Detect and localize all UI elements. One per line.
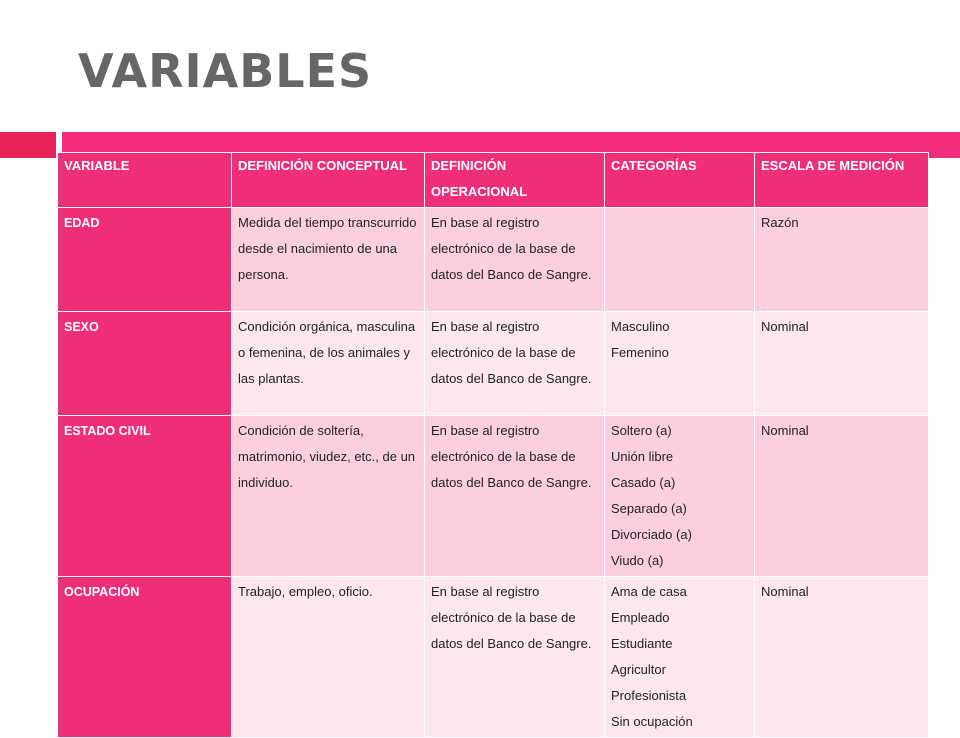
operational-definition: En base al registro electrónico de la base de datos del Banco de Sangre. <box>425 577 605 738</box>
category-item: Profesionista <box>611 688 687 703</box>
operational-definition: En base al registro electrónico de la base de datos del Banco de Sangre. <box>425 416 605 577</box>
header-escala-medicion: ESCALA DE MEDICIÓN <box>755 153 929 208</box>
category-item: Casado (a) <box>611 475 676 490</box>
category-item: Sin ocupación <box>611 714 693 729</box>
category-item: Viudo (a) <box>611 553 664 568</box>
variable-name: SEXO <box>58 312 232 416</box>
categories <box>605 312 755 416</box>
category-item: Agricultor <box>611 662 666 677</box>
category-item: Empleado <box>611 610 670 625</box>
measurement-scale: Nominal <box>755 416 929 577</box>
variable-name: EDAD <box>58 208 232 312</box>
slide-title: VARIABLES <box>78 44 373 98</box>
category-item: Divorciado (a) <box>611 527 692 542</box>
table-header-row <box>58 153 929 208</box>
table-row <box>58 312 929 416</box>
categories <box>605 416 755 577</box>
category-item: Separado (a) <box>611 501 687 516</box>
header-definicion-conceptual: DEFINICIÓN CONCEPTUAL <box>232 153 425 208</box>
operational-definition: En base al registro electrónico de la base de datos del Banco de Sangre. <box>425 312 605 416</box>
header-definicion-operacional: DEFINICIÓN OPERACIONAL <box>425 153 605 208</box>
category-item: Soltero (a) <box>611 423 672 438</box>
table-row <box>58 208 929 312</box>
measurement-scale: Razón <box>755 208 929 312</box>
operational-definition: En base al registro electrónico de la base de datos del Banco de Sangre. <box>425 208 605 312</box>
header-variable: VARIABLE <box>58 153 232 208</box>
categories <box>605 577 755 738</box>
header-categorias: CATEGORÍAS <box>605 153 755 208</box>
categories <box>605 208 755 312</box>
measurement-scale: Nominal <box>755 312 929 416</box>
accent-square <box>0 132 56 158</box>
category-item: Unión libre <box>611 449 674 464</box>
variable-name: ESTADO CIVIL <box>58 416 232 577</box>
conceptual-definition: Condición de soltería, matrimonio, viudez, etc., de un individuo. <box>232 416 425 577</box>
conceptual-definition: Condición orgánica, masculina o femenina, de los animales y las plantas. <box>232 312 425 416</box>
table-row <box>58 416 929 577</box>
category-item: Femenino <box>611 345 669 360</box>
conceptual-definition: Trabajo, empleo, oficio. <box>232 577 425 738</box>
table-row <box>58 577 929 738</box>
category-item: Ama de casa <box>611 584 687 599</box>
measurement-scale: Nominal <box>755 577 929 738</box>
category-item: Masculino <box>611 319 670 334</box>
variables-table <box>57 152 929 738</box>
variable-name: OCUPACIÓN <box>58 577 232 738</box>
conceptual-definition: Medida del tiempo transcurrido desde el nacimiento de una persona. <box>232 208 425 312</box>
category-item: Estudiante <box>611 636 673 651</box>
